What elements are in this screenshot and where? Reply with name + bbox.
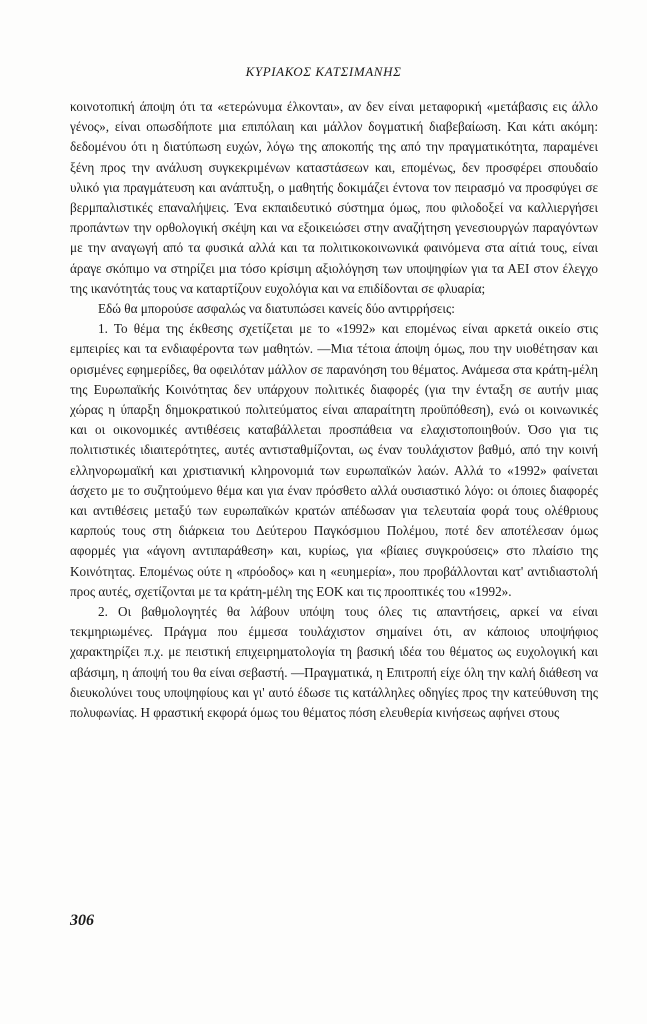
paragraph-continuation: κοινοτοπική άποψη ότι τα «ετερώνυμα έλκονται», αν δεν είναι μεταφορική «μετάβασις εις άλλο γένος», είναι οπωσδήποτε μια επιπόλαιη και μάλλον δογματική διαβεβαίωση. Και κάτι ακόμη: δεδομένου ότι η διατύπωση ευχών, λόγω της αποκοπής της από την πραγματικότητα, παραμένει ξένη προς την ανάλυση συγκεκριμένων καταστάσεων και, επομένως, δεν προσφέρει σπουδαίο υλικό για πραγμάτευση και ανάπτυξη, ο μαθητής δοκιμάζει έντονα τον πειρασμό να προσφύγει σε βερμπαλιστικές επαναλήψεις. Ένα εκπαιδευτικό σύστημα όμως, που φιλοδοξεί να καλλιεργήσει προπάντων την ορθολογική σκέψη και να εξοικειώσει στην αναζήτηση γενεσιουργών παραγόντων με την αναγωγή από τα φυσικά αλλά και τα πολιτικοκοινωνικά φαινόμενα στα αίτιά τους, είναι άραγε σκόπιμο να στηρίζει μια τόσο κρίσιμη αξιολόγηση των υποψηφίων για τα ΑΕΙ στον έλεγχο της ικανότητάς τους να καταρτίζουν ευχολόγια και να επιδίδονται σε φλυαρία;	[70, 99, 598, 296]
paragraph-objection-2: 2. Οι βαθμολογητές θα λάβουν υπόψη τους όλες τις απαντήσεις, αρκεί να είναι τεκμηριωμένες. Πράγμα που έμμεσα τουλάχιστον σημαίνει ότι, αν κάποιος υποψήφιος χαρακτηρίζει π.χ. με πειστική επιχειρηματολογία τη βασική ιδέα του θέματος ως ευχολογική και αβάσιμη, η άποψή του θα είναι σεβαστή. —Πραγματικά, η Επιτροπή είχε όλη την καλή διάθεση να διευκολύνει τους υποψηφίους και γι' αυτό έδωσε τις κατάλληλες οδηγίες προς την κατεύθυνση της πολυφωνίας. Η φραστική εκφορά όμως του θέματος πόση ελευθερία κινήσεως αφήνει στους	[70, 604, 598, 721]
paragraph-objections-intro: Εδώ θα μπορούσε ασφαλώς να διατυπώσει κανείς δύο αντιρρήσεις:	[98, 301, 455, 317]
running-head: ΚΥΡΙΑΚΟΣ ΚΑΤΣΙΜΑΝΗΣ	[245, 64, 402, 79]
paragraph-objection-1: 1. Το θέμα της έκθεσης σχετίζεται με το «1992» και επομένως είναι αρκετά οικείο στις εμπειρίες και τα ενδιαφέροντα των μαθητών. —Μια τέτοια άποψη όμως, που την υιοθέτησαν και ορισμένες εφημερίδες, θα οφειλόταν μάλλον σε παρανόηση του θέματος. Ανάμεσα στα κράτη-μέλη της Ευρωπαϊκής Κοινότητας δεν υπάρχουν πολιτικές διαφορές (για την ένταξη σε αυτήν μιας χώρας η ύπαρξη δημοκρατικού πολιτεύματος είναι απαραίτητη προϋπόθεση), ενώ οι κοινωνικές και οι οικονομικές αντιθέσεις καταβάλλεται προσπάθεια να ελαχιστοποιηθούν. Όσο για τις πολιτιστικές ιδιαιτερότητες, αυτές αντισταθμίζονται, ως έναν τουλάχιστον βαθμό, από την κοινή ελληνορωμαϊκή και χριστιανική κληρονομιά των ευρωπαϊκών λαών. Αλλά το «1992» φαίνεται άσχετο με το συζητούμενο θέμα και για έναν πρόσθετο αλλά ουσιαστικό λόγο: οι όποιες διαφορές και αντιθέσεις μεταξύ των ευρωπαϊκών κρατών απέδωσαν για τελευταία φορά τους ολέθριους καρπούς τους στη διάρκεια του Δεύτερου Παγκόσμιου Πολέμου, ποτέ δεν αποτέλεσαν όμως αφορμές για «άγονη αντιπαράθεση» και, κυρίως, για «βίαιες συγκρούσεις» στο πλαίσιο της Κοινότητας. Επομένως ούτε η «πρόοδος» και η «ευημερία», που προβάλλονται κατ' αντιδιαστολή προς αυτές, σχετίζονται με τα κράτη-μέλη της ΕΟΚ και τις προοπτικές του «1992».	[70, 321, 598, 599]
page-number: 306	[70, 912, 94, 929]
body-text	[70, 97, 598, 723]
